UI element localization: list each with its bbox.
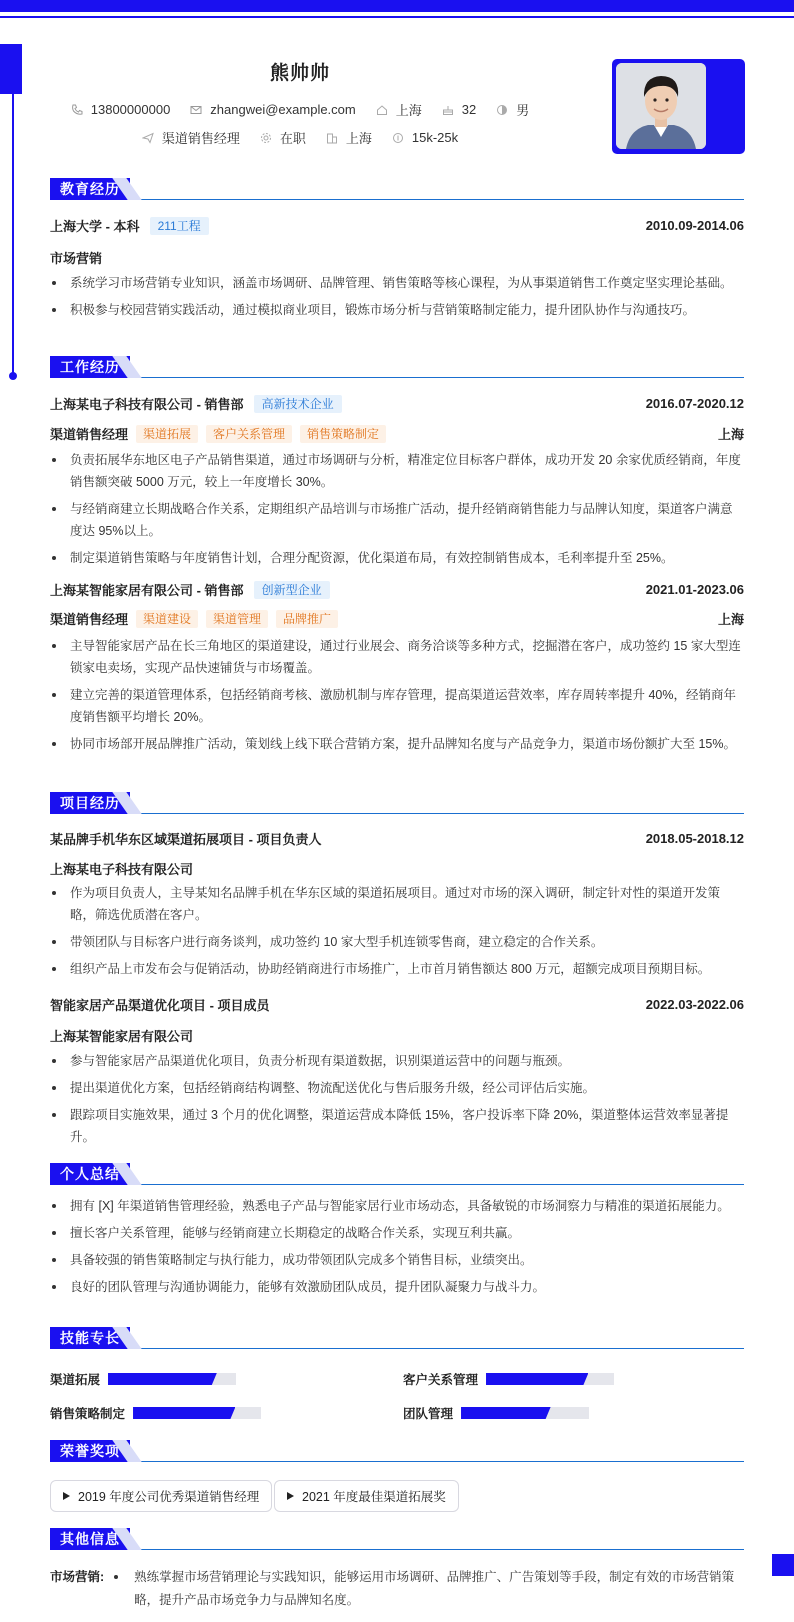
skill-item (50, 1404, 261, 1422)
list-item: 协同市场部开展品牌推广活动，策划线上线下联合营销方案，提升品牌知名度与产品竞争力，渠道市场份额扩大至 15%。 (50, 733, 744, 755)
job-role: 渠道销售经理 (50, 427, 129, 442)
age-info (442, 102, 476, 117)
list-item: 带领团队与目标客户进行商务谈判，成功签约 10 家大型手机连锁零售商，建立稳定的合作关系。 (50, 931, 744, 953)
job-role-row (50, 609, 744, 628)
status-info (260, 128, 306, 147)
play-icon (63, 1492, 70, 1500)
skill-bar-track (486, 1373, 614, 1385)
job-location: 上海 (717, 427, 744, 442)
job-bullets (50, 635, 744, 760)
job-location: 上海 (717, 612, 744, 627)
section-title: 工作经历 (50, 356, 130, 378)
job-entry (50, 580, 744, 599)
project-bullets (50, 882, 744, 985)
school-tag: 211工程 (150, 217, 209, 235)
other-header (50, 1528, 744, 1550)
profile-photo (616, 63, 706, 149)
skill-bar-fill (461, 1407, 551, 1419)
company-name: 上海某电子科技有限公司 - 销售部 (50, 397, 244, 412)
section-title: 个人总结 (50, 1163, 130, 1185)
job-date: 2016.07-2020.12 (645, 396, 744, 411)
other-label: 市场营销: (50, 1570, 105, 1584)
skill-bar-track (133, 1407, 261, 1419)
city-info (326, 128, 372, 147)
top-accent-line (0, 16, 794, 18)
skill-tag: 渠道拓展 (136, 425, 198, 443)
section-title: 其他信息 (50, 1528, 130, 1550)
award-item (50, 1480, 272, 1512)
skill-bar-fill (133, 1407, 235, 1419)
left-timeline-dot (9, 372, 17, 380)
city-text: 上海 (345, 131, 372, 146)
project-entry (50, 829, 744, 848)
skill-item (403, 1370, 614, 1388)
cake-icon (442, 104, 454, 116)
gender-info (496, 100, 529, 119)
skill-bar-fill (108, 1373, 217, 1385)
skill-name: 客户关系管理 (403, 1373, 479, 1387)
project-bullets (50, 1050, 744, 1153)
summary-bullets (50, 1195, 744, 1303)
home-info (376, 100, 422, 119)
skill-bar-track (108, 1373, 236, 1385)
contact-row (0, 100, 600, 119)
gear-icon (260, 132, 272, 144)
award-text: 2021 年度最佳渠道拓展奖 (302, 1490, 446, 1504)
award-text: 2019 年度公司优秀渠道销售经理 (78, 1490, 260, 1504)
coin-icon (392, 132, 404, 144)
phone-info (71, 102, 171, 117)
email-text: zhangwei@example.com (210, 102, 356, 117)
job-target-info (142, 128, 240, 147)
list-item: 擅长客户关系管理，能够与经销商建立长期稳定的战略合作关系，实现互利共赢。 (50, 1222, 744, 1244)
job-bullets (50, 449, 744, 574)
list-item: 主导智能家居产品在长三角地区的渠道建设，通过行业展会、商务洽谈等多种方式，挖掘潜在客户，成功签约 15 家大型连锁家电卖场，实现产品快速铺货与市场覆盖。 (50, 635, 744, 679)
list-item: 积极参与校园营销实践活动，通过模拟商业项目，锻炼市场分析与营销策略制定能力，提升团队协作与沟通技巧。 (50, 299, 744, 321)
list-item: 作为项目负责人，主导某知名品牌手机在华东区域的渠道拓展项目。通过对市场的深入调研，制定针对性的渠道开发策略，筛选优质潜在客户。 (50, 882, 744, 926)
list-item: 系统学习市场营销专业知识，涵盖市场调研、品牌管理、销售策略等核心课程，为从事渠道销售工作奠定坚实理论基础。 (50, 272, 744, 294)
project-entry (50, 995, 744, 1014)
section-title: 教育经历 (50, 178, 130, 200)
skill-bar-fill (486, 1373, 588, 1385)
company-tag: 高新技术企业 (254, 395, 342, 413)
skills-header (50, 1327, 744, 1349)
home-icon (376, 104, 388, 116)
skill-tag: 品牌推广 (276, 610, 338, 628)
play-icon (287, 1492, 294, 1500)
awards-section (50, 1440, 744, 1520)
projects-header (50, 792, 744, 814)
skill-name: 渠道拓展 (50, 1373, 101, 1387)
job-entry (50, 394, 744, 413)
list-item: 组织产品上市发布会与促销活动，协助经销商进行市场推广，上市首月销售额达 800 万元，超额完成项目预期目标。 (50, 958, 744, 980)
skill-name: 销售策略制定 (50, 1407, 126, 1421)
skills-section (50, 1327, 744, 1427)
section-title: 技能专长 (50, 1327, 130, 1349)
projects-section (50, 792, 744, 1142)
list-item: 拥有 [X] 年渠道销售管理经验，熟悉电子产品与智能家居行业市场动态，具备敏锐的市场洞察力与精准的渠道拓展能力。 (50, 1195, 744, 1217)
phone-icon (71, 104, 83, 116)
email-icon (190, 104, 202, 116)
status-text: 在职 (279, 131, 306, 146)
list-item: 建立完善的渠道管理体系，包括经销商考核、激励机制与库存管理，提高渠道运营效率，库存周转率提升 40%，经销商年度销售额平均增长 20%。 (50, 684, 744, 728)
job-date: 2021.01-2023.06 (645, 582, 744, 597)
list-item: 制定渠道销售策略与年度销售计划，合理分配资源，优化渠道布局，有效控制销售成本，毛利率提升至 25%。 (50, 547, 744, 569)
bottom-right-accent-block (772, 1554, 794, 1576)
bullet-dot (114, 1575, 118, 1579)
other-text: 熟练掌握市场营销理论与实践知识，能够运用市场调研、品牌推广、广告策划等手段，制定有效的市场营销策略，提升产品市场竞争力与品牌知名度。 (134, 1570, 735, 1607)
education-entry (50, 216, 744, 235)
job-role-row (50, 424, 744, 443)
age-text: 32 (461, 102, 477, 117)
skill-name: 团队管理 (403, 1407, 454, 1421)
project-name: 某品牌手机华东区域渠道拓展项目 - 项目负责人 (50, 832, 322, 847)
school-name: 上海大学 - 本科 (50, 219, 140, 234)
salary-text: 15k-25k (411, 130, 459, 145)
summary-section (50, 1163, 744, 1303)
list-item: 与经销商建立长期战略合作关系，定期组织产品培训与市场推广活动，提升经销商销售能力与品牌认知度，渠道客户满意度达 95%以上。 (50, 498, 744, 542)
send-icon (142, 132, 154, 144)
gender-text: 男 (516, 103, 530, 118)
education-date: 2010.09-2014.06 (645, 218, 744, 233)
summary-header (50, 1163, 744, 1185)
skill-tag: 渠道建设 (136, 610, 198, 628)
other-section (50, 1528, 744, 1618)
work-section (50, 356, 744, 761)
skill-bar-track (461, 1407, 589, 1419)
skill-item (403, 1404, 589, 1422)
awards-header (50, 1440, 744, 1462)
candidate-name: 熊帅帅 (269, 63, 330, 84)
gender-icon (496, 104, 508, 116)
salary-info (392, 130, 458, 145)
education-bullets (50, 272, 744, 326)
list-item: 提出渠道优化方案，包括经销商结构调整、物流配送优化与售后服务升级，经公司评估后实施。 (50, 1077, 744, 1099)
work-header (50, 356, 744, 378)
email-info (190, 102, 355, 117)
list-item: 负责拓展华东地区电子产品销售渠道，通过市场调研与分析，精准定位目标客户群体，成功开发 20 余家优质经销商，年度销售额突破 5000 万元，较上一年度增长 30%。 (50, 449, 744, 493)
home-text: 上海 (395, 103, 422, 118)
project-date: 2018.05-2018.12 (645, 831, 744, 846)
skill-item (50, 1370, 236, 1388)
skill-tag: 销售策略制定 (300, 425, 386, 443)
skill-tag: 渠道管理 (206, 610, 268, 628)
major-name: 市场营销 (50, 251, 103, 266)
section-title: 项目经历 (50, 792, 130, 814)
list-item: 具备较强的销售策略制定与执行能力，成功带领团队完成多个销售目标，业绩突出。 (50, 1249, 744, 1271)
project-org: 上海某智能家居有限公司 (50, 1029, 194, 1044)
education-section (50, 178, 744, 328)
building-icon (326, 132, 338, 144)
education-header (50, 178, 744, 200)
other-info-row (50, 1566, 744, 1612)
company-name: 上海某智能家居有限公司 - 销售部 (50, 583, 244, 598)
job-row (0, 128, 600, 147)
list-item: 跟踪项目实施效果，通过 3 个月的优化调整，渠道运营成本降低 15%，客户投诉率下降 20%，渠道整体运营效率显著提升。 (50, 1104, 744, 1148)
project-name: 智能家居产品渠道优化项目 - 项目成员 (50, 998, 270, 1013)
list-item: 良好的团队管理与沟通协调能力，能够有效激励团队成员，提升团队凝聚力与战斗力。 (50, 1276, 744, 1298)
project-org: 上海某电子科技有限公司 (50, 862, 194, 877)
phone-text: 13800000000 (90, 102, 171, 117)
skill-tag: 客户关系管理 (206, 425, 292, 443)
job-role: 渠道销售经理 (50, 612, 129, 627)
job-target-text: 渠道销售经理 (161, 131, 240, 146)
top-accent-bar (0, 0, 794, 12)
company-tag: 创新型企业 (254, 581, 330, 599)
award-item (274, 1480, 459, 1512)
project-date: 2022.03-2022.06 (645, 997, 744, 1012)
list-item: 参与智能家居产品渠道优化项目，负责分析现有渠道数据，识别渠道运营中的问题与瓶颈。 (50, 1050, 744, 1072)
section-title: 荣誉奖项 (50, 1440, 130, 1462)
